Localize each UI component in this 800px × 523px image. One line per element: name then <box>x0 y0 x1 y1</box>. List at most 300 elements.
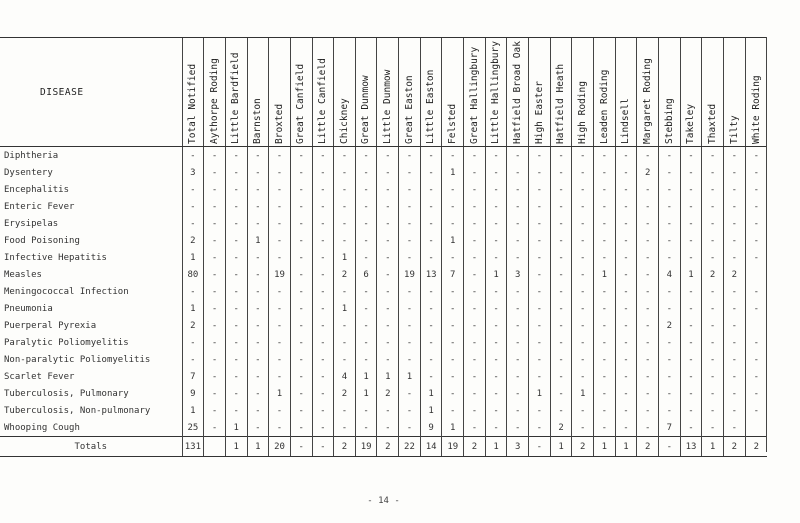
table-cell: - <box>637 300 659 317</box>
table-cell: - <box>442 317 464 334</box>
table-cell: - <box>745 300 767 317</box>
table-cell: 4 <box>334 368 356 385</box>
table-cell <box>745 317 767 334</box>
table-cell: - <box>702 181 724 198</box>
table-cell: - <box>290 317 312 334</box>
table-cell: - <box>594 164 616 181</box>
table-cell: - <box>377 402 399 419</box>
table-cell: - <box>745 198 767 215</box>
table-cell: - <box>615 300 637 317</box>
table-cell: - <box>745 249 767 266</box>
table-cell: - <box>399 249 421 266</box>
table-cell: 2 <box>334 385 356 402</box>
table-cell: - <box>680 215 702 232</box>
column-header-label: Little Easton <box>425 69 437 144</box>
table-cell: - <box>334 164 356 181</box>
table-cell: - <box>529 402 551 419</box>
table-cell: - <box>204 164 226 181</box>
table-cell: 80 <box>182 266 204 283</box>
table-cell: - <box>615 266 637 283</box>
table-cell: - <box>680 402 702 419</box>
table-cell: - <box>594 334 616 351</box>
table-cell: - <box>420 181 442 198</box>
table-cell: - <box>745 283 767 300</box>
column-header-label: Barnston <box>252 98 264 144</box>
table-cell: 9 <box>420 419 442 437</box>
table-cell: - <box>442 368 464 385</box>
table-cell: - <box>247 351 269 368</box>
table-cell: - <box>312 317 334 334</box>
table-cell: - <box>529 215 551 232</box>
table-cell: - <box>594 385 616 402</box>
table-cell: - <box>464 351 486 368</box>
table-cell: - <box>659 215 681 232</box>
table-cell: - <box>550 232 572 249</box>
table-cell: - <box>485 300 507 317</box>
table-cell: - <box>247 181 269 198</box>
table-cell: - <box>485 368 507 385</box>
table-cell: - <box>702 300 724 317</box>
table-cell: - <box>225 147 247 165</box>
table-cell: - <box>702 368 724 385</box>
table-cell: - <box>269 334 291 351</box>
table-cell: - <box>659 402 681 419</box>
table-cell: - <box>377 283 399 300</box>
disease-name: Dysentery <box>4 167 53 178</box>
table-cell: - <box>702 317 724 334</box>
column-header <box>442 38 464 147</box>
table-cell: - <box>377 351 399 368</box>
table-cell: - <box>355 147 377 165</box>
column-header-label: Margaret Roding <box>641 58 653 144</box>
table-cell: - <box>680 198 702 215</box>
table-cell: - <box>464 334 486 351</box>
table-cell: - <box>225 402 247 419</box>
table-cell: - <box>615 181 637 198</box>
table-cell: - <box>312 215 334 232</box>
column-header <box>334 38 356 147</box>
table-cell: - <box>377 249 399 266</box>
table-cell: - <box>723 402 745 419</box>
table-cell: - <box>572 198 594 215</box>
table-cell: - <box>182 283 204 300</box>
table-right-border <box>766 37 767 452</box>
table-cell: - <box>334 181 356 198</box>
table-cell: - <box>442 181 464 198</box>
table-cell: 2 <box>550 419 572 437</box>
table-cell: - <box>594 368 616 385</box>
table-cell: - <box>225 198 247 215</box>
table-cell: - <box>355 300 377 317</box>
column-header-label: Aythorpe Roding <box>208 58 220 144</box>
table-cell: - <box>442 198 464 215</box>
table-cell: - <box>182 334 204 351</box>
table-cell: - <box>355 402 377 419</box>
table-row <box>0 198 767 215</box>
table-cell: - <box>659 198 681 215</box>
table-cell: - <box>723 368 745 385</box>
table-cell: 19 <box>269 266 291 283</box>
table-cell: - <box>464 164 486 181</box>
table-cell: - <box>723 419 745 437</box>
table-cell: - <box>680 385 702 402</box>
column-header <box>507 38 529 147</box>
table-cell: - <box>182 181 204 198</box>
table-cell: - <box>355 351 377 368</box>
table-cell: - <box>680 147 702 165</box>
table-cell: - <box>290 249 312 266</box>
table-cell: - <box>615 147 637 165</box>
table-cell: - <box>464 215 486 232</box>
table-cell: - <box>529 249 551 266</box>
column-header-label: Hatfield Broad Oak <box>511 41 523 144</box>
table-cell: - <box>442 385 464 402</box>
table-cell: 1 <box>594 437 616 457</box>
table-cell: - <box>182 147 204 165</box>
table-cell: - <box>399 402 421 419</box>
table-cell: - <box>572 181 594 198</box>
table-cell: - <box>464 147 486 165</box>
table-cell: - <box>637 232 659 249</box>
table-cell: - <box>507 385 529 402</box>
table-cell: - <box>225 317 247 334</box>
table-cell: - <box>507 419 529 437</box>
table-cell: 1 <box>572 385 594 402</box>
table-cell: - <box>290 164 312 181</box>
table-cell: 131 <box>182 437 204 457</box>
table-cell: - <box>723 385 745 402</box>
table-cell: - <box>247 249 269 266</box>
table-cell: - <box>485 147 507 165</box>
column-header <box>225 38 247 147</box>
column-header-label: Great Easton <box>403 75 415 144</box>
table-cell: - <box>464 249 486 266</box>
table-cell: - <box>529 232 551 249</box>
table-cell: - <box>290 198 312 215</box>
table-cell: 13 <box>420 266 442 283</box>
table-cell: - <box>659 437 681 457</box>
table-cell: - <box>355 249 377 266</box>
table-cell: - <box>507 351 529 368</box>
table-cell: - <box>550 181 572 198</box>
table-cell: - <box>507 181 529 198</box>
table-cell: - <box>550 317 572 334</box>
table-cell <box>204 437 226 457</box>
table-cell: - <box>464 368 486 385</box>
table-cell: - <box>204 249 226 266</box>
table-cell: - <box>702 198 724 215</box>
table-cell: - <box>637 147 659 165</box>
table-cell: - <box>312 283 334 300</box>
table-cell: - <box>247 334 269 351</box>
table-cell: - <box>680 317 702 334</box>
table-cell: - <box>485 419 507 437</box>
table-cell: - <box>745 385 767 402</box>
table-cell: - <box>507 402 529 419</box>
column-header <box>399 38 421 147</box>
table-cell: - <box>464 385 486 402</box>
table-cell: 2 <box>702 266 724 283</box>
table-cell: - <box>615 402 637 419</box>
table-cell: - <box>269 351 291 368</box>
table-cell <box>745 266 767 283</box>
column-header <box>680 38 702 147</box>
table-cell: - <box>745 402 767 419</box>
table-cell: - <box>485 181 507 198</box>
table-row <box>0 232 767 249</box>
column-header <box>204 38 226 147</box>
table-cell: - <box>615 368 637 385</box>
table-cell: - <box>723 283 745 300</box>
table-cell: - <box>225 215 247 232</box>
table-cell: - <box>225 283 247 300</box>
table-cell: - <box>723 164 745 181</box>
table-cell: - <box>204 147 226 165</box>
table-cell: - <box>745 232 767 249</box>
table-cell: - <box>420 300 442 317</box>
table-cell: - <box>377 181 399 198</box>
table-cell: - <box>377 215 399 232</box>
table-cell: - <box>723 147 745 165</box>
table-cell: - <box>442 300 464 317</box>
table-cell: - <box>247 317 269 334</box>
table-cell: 2 <box>334 266 356 283</box>
table-cell: - <box>464 419 486 437</box>
column-header-label: Tilty <box>728 115 740 144</box>
column-header-label: White Roding <box>750 75 762 144</box>
table-cell: 1 <box>182 249 204 266</box>
column-header <box>702 38 724 147</box>
table-cell: - <box>637 198 659 215</box>
table-cell: - <box>269 181 291 198</box>
table-cell: 1 <box>247 232 269 249</box>
table-cell: - <box>659 147 681 165</box>
table-cell: - <box>594 317 616 334</box>
table-cell: 7 <box>442 266 464 283</box>
table-cell: - <box>204 232 226 249</box>
disease-name: Food Poisoning <box>4 235 80 246</box>
column-header-label: Great Canfield <box>295 63 307 144</box>
table-cell: - <box>507 232 529 249</box>
table-cell: 1 <box>680 266 702 283</box>
page-number: - 14 - <box>367 496 400 506</box>
table-cell: - <box>464 300 486 317</box>
table-cell: - <box>550 368 572 385</box>
totals-row <box>0 437 767 457</box>
disease-name: Pneumonia <box>4 303 53 314</box>
table-cell: - <box>680 283 702 300</box>
table-cell: - <box>680 368 702 385</box>
table-cell: - <box>529 334 551 351</box>
table-cell: - <box>399 147 421 165</box>
table-cell: - <box>723 198 745 215</box>
table-cell: 3 <box>507 437 529 457</box>
disease-name: Puerperal Pyrexia <box>4 320 97 331</box>
table-cell: - <box>529 266 551 283</box>
table-cell: - <box>334 419 356 437</box>
table-cell: - <box>204 385 226 402</box>
table-cell: 1 <box>355 385 377 402</box>
table-cell: 1 <box>225 437 247 457</box>
table-cell: - <box>723 334 745 351</box>
table-cell: - <box>247 368 269 385</box>
table-cell: - <box>334 215 356 232</box>
table-cell: - <box>312 249 334 266</box>
table-cell: - <box>550 266 572 283</box>
table-cell: - <box>507 215 529 232</box>
table-cell: - <box>355 198 377 215</box>
table-cell: - <box>377 317 399 334</box>
table-cell: - <box>247 164 269 181</box>
table-cell: - <box>225 249 247 266</box>
table-cell: 20 <box>269 437 291 457</box>
table-cell: 1 <box>442 232 464 249</box>
table-cell: - <box>485 198 507 215</box>
table-cell: - <box>420 215 442 232</box>
table-cell: - <box>269 164 291 181</box>
table-cell: 1 <box>594 266 616 283</box>
table-cell: - <box>723 181 745 198</box>
table-cell: - <box>637 266 659 283</box>
table-cell: - <box>204 300 226 317</box>
table-cell: - <box>204 215 226 232</box>
table-cell: - <box>355 334 377 351</box>
table-cell: - <box>377 266 399 283</box>
table-row <box>0 317 767 334</box>
table-cell: - <box>290 368 312 385</box>
disease-name: Enteric Fever <box>4 201 75 212</box>
table-cell: - <box>507 249 529 266</box>
table-cell: 1 <box>269 385 291 402</box>
table-cell: - <box>745 351 767 368</box>
table-row <box>0 164 767 181</box>
table-cell: - <box>334 351 356 368</box>
table-cell: - <box>550 402 572 419</box>
table-cell: - <box>442 402 464 419</box>
table-cell: - <box>702 385 724 402</box>
table-cell: - <box>680 164 702 181</box>
table-cell: - <box>312 419 334 437</box>
table-cell: - <box>659 300 681 317</box>
table-cell: - <box>659 232 681 249</box>
table-cell: - <box>225 300 247 317</box>
table-cell: - <box>529 437 551 457</box>
table-cell: - <box>464 402 486 419</box>
table-cell: - <box>312 334 334 351</box>
table-cell: - <box>550 283 572 300</box>
table-cell: - <box>247 385 269 402</box>
table-cell: - <box>615 385 637 402</box>
table-header-row <box>0 38 767 147</box>
table-cell: - <box>702 249 724 266</box>
column-header-label: Leaden Roding <box>598 69 610 144</box>
table-cell: - <box>247 402 269 419</box>
table-cell: - <box>485 249 507 266</box>
column-header-label: Thaxted <box>706 103 718 144</box>
table-cell: - <box>290 300 312 317</box>
table-cell: 1 <box>550 437 572 457</box>
table-cell: - <box>572 402 594 419</box>
table-cell: - <box>204 181 226 198</box>
table-cell: - <box>745 164 767 181</box>
table-cell: - <box>269 147 291 165</box>
table-cell: - <box>637 351 659 368</box>
disease-column-header <box>0 38 182 147</box>
table-cell: 2 <box>723 266 745 283</box>
table-cell: 1 <box>334 300 356 317</box>
table-cell: 6 <box>355 266 377 283</box>
table-cell: - <box>529 317 551 334</box>
disease-name: Non-paralytic Poliomyelitis <box>4 354 151 365</box>
table-cell: - <box>550 351 572 368</box>
table-cell: - <box>745 334 767 351</box>
table-cell: - <box>659 164 681 181</box>
column-header-label: Little Bardfield <box>230 52 242 144</box>
column-header-label: Little Canfield <box>317 58 329 144</box>
table-cell: - <box>594 232 616 249</box>
disease-name: Meningococcal Infection <box>4 286 129 297</box>
table-cell: 19 <box>442 437 464 457</box>
table-cell: - <box>659 334 681 351</box>
table-cell: - <box>507 198 529 215</box>
table-cell: - <box>420 351 442 368</box>
table-cell: - <box>355 317 377 334</box>
table-cell: - <box>225 334 247 351</box>
column-header-label: Chickney <box>338 98 350 144</box>
table-cell: 13 <box>680 437 702 457</box>
column-header <box>485 38 507 147</box>
table-cell: - <box>312 385 334 402</box>
table-cell: - <box>399 181 421 198</box>
table-cell: - <box>355 232 377 249</box>
table-cell: - <box>269 317 291 334</box>
table-cell: - <box>225 385 247 402</box>
table-cell: - <box>334 402 356 419</box>
table-cell: - <box>442 147 464 165</box>
table-cell: - <box>247 300 269 317</box>
disease-name: Scarlet Fever <box>4 371 75 382</box>
table-cell: - <box>550 385 572 402</box>
table-cell: - <box>529 147 551 165</box>
table-cell: - <box>377 164 399 181</box>
table-cell: - <box>680 249 702 266</box>
column-header-label: High Easter <box>533 81 545 144</box>
table-cell: 7 <box>659 419 681 437</box>
table-cell: - <box>485 385 507 402</box>
table-cell: - <box>745 147 767 165</box>
table-cell: - <box>420 368 442 385</box>
table-cell: - <box>290 419 312 437</box>
table-cell: - <box>355 215 377 232</box>
table-cell: - <box>485 215 507 232</box>
table-cell: - <box>355 181 377 198</box>
table-cell: - <box>399 419 421 437</box>
table-cell: - <box>485 402 507 419</box>
table-row <box>0 334 767 351</box>
table-cell: 1 <box>529 385 551 402</box>
table-cell: - <box>464 266 486 283</box>
table-cell: 1 <box>485 437 507 457</box>
table-row <box>0 249 767 266</box>
table-row <box>0 283 767 300</box>
table-cell: 2 <box>377 385 399 402</box>
table-cell: - <box>572 351 594 368</box>
table-cell: - <box>507 283 529 300</box>
column-header-label: Little Hallingbury <box>490 41 502 144</box>
table-cell: - <box>420 334 442 351</box>
table-cell: - <box>637 385 659 402</box>
table-cell: - <box>377 334 399 351</box>
